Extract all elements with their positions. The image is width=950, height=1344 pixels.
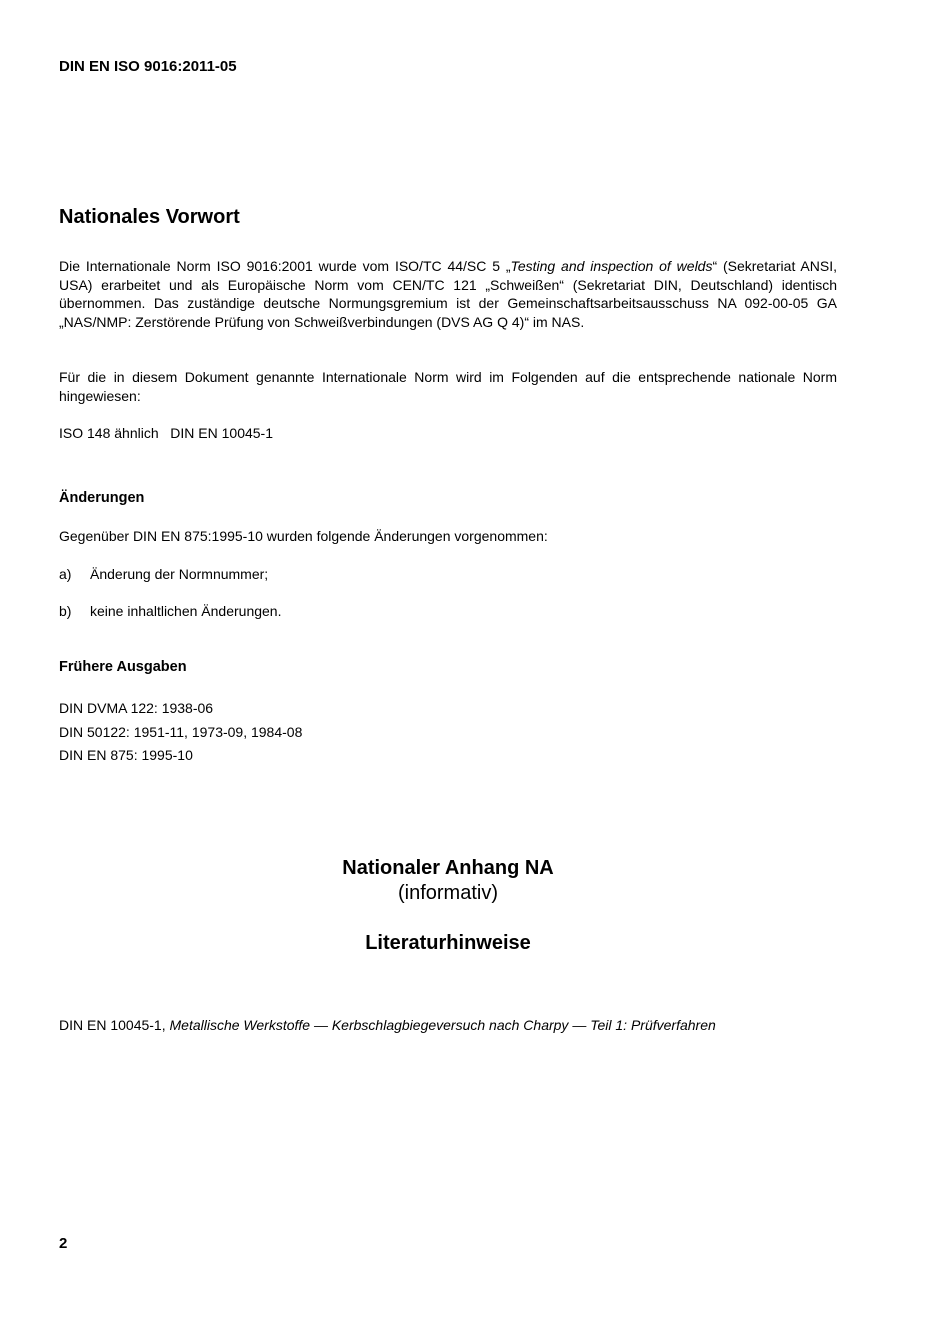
foreword-paragraph-1-text-a: Die Internationale Norm ISO 9016:2001 wurde vom ISO/TC 44/SC 5 „ bbox=[59, 258, 511, 274]
annex-title: Nationaler Anhang NA bbox=[342, 857, 554, 879]
changes-heading: Änderungen bbox=[59, 490, 145, 506]
list-item-text: keine inhaltlichen Änderungen. bbox=[90, 603, 282, 619]
page-number: 2 bbox=[59, 1235, 68, 1252]
list-item-text: Änderung der Normnummer; bbox=[90, 566, 269, 582]
bibliography-entry-ref: DIN EN 10045-1, bbox=[59, 1017, 170, 1033]
bibliography-entry bbox=[59, 1017, 716, 1033]
previous-edition-item: DIN DVMA 122: 1938-06 bbox=[59, 700, 214, 716]
foreword-title: Nationales Vorwort bbox=[59, 206, 240, 228]
list-item bbox=[59, 603, 281, 619]
list-item-letter: b) bbox=[59, 603, 72, 619]
annex-subtitle: (informativ) bbox=[397, 882, 498, 904]
list-item bbox=[59, 566, 268, 582]
list-item-letter: a) bbox=[59, 566, 72, 582]
foreword-paragraph-1-italic: Testing and inspection of welds bbox=[510, 258, 713, 274]
previous-editions-list bbox=[59, 697, 302, 768]
standard-reference: ISO 148 ähnlich DIN EN 10045-1 bbox=[59, 425, 274, 441]
bibliography-entry-title: Metallische Werkstoffe — Kerbschlagbiegeversuch nach Charpy — Teil 1: Prüfverfahren bbox=[169, 1017, 716, 1033]
bibliography-title: Literaturhinweise bbox=[365, 932, 531, 954]
previous-editions-heading: Frühere Ausgaben bbox=[59, 659, 187, 675]
foreword-paragraph-1 bbox=[59, 257, 837, 331]
previous-edition-item: DIN 50122: 1951-11, 1973-09, 1984-08 bbox=[59, 723, 303, 740]
changes-intro: Gegenüber DIN EN 875:1995-10 wurden folgende Änderungen vorgenommen: bbox=[59, 528, 548, 544]
document-id-header: DIN EN ISO 9016:2011-05 bbox=[59, 58, 237, 75]
previous-edition-item: DIN EN 875: 1995-10 bbox=[59, 747, 193, 763]
foreword-paragraph-2: Für die in diesem Dokument genannte Internationale Norm wird im Folgenden auf die entsprechende nationale Norm hingewiesen: bbox=[59, 369, 837, 404]
foreword-paragraph-1-text-b: “ (Sekretariat ANSI, USA) erarbeitet und als Europäische Norm vom CEN/TC 121 „Schweißen“ (Sekretariat DIN, Deutschland) identisch übernommen. Das zuständige deutsche Normungsgremium ist der Gemeinschaftsarbeitsausschuss NA 092-00-05 GA „NAS/NMP: Zerstörende Prüfung von Schweißverbindungen (DVS AG Q 4)“ im NAS. bbox=[59, 258, 837, 330]
